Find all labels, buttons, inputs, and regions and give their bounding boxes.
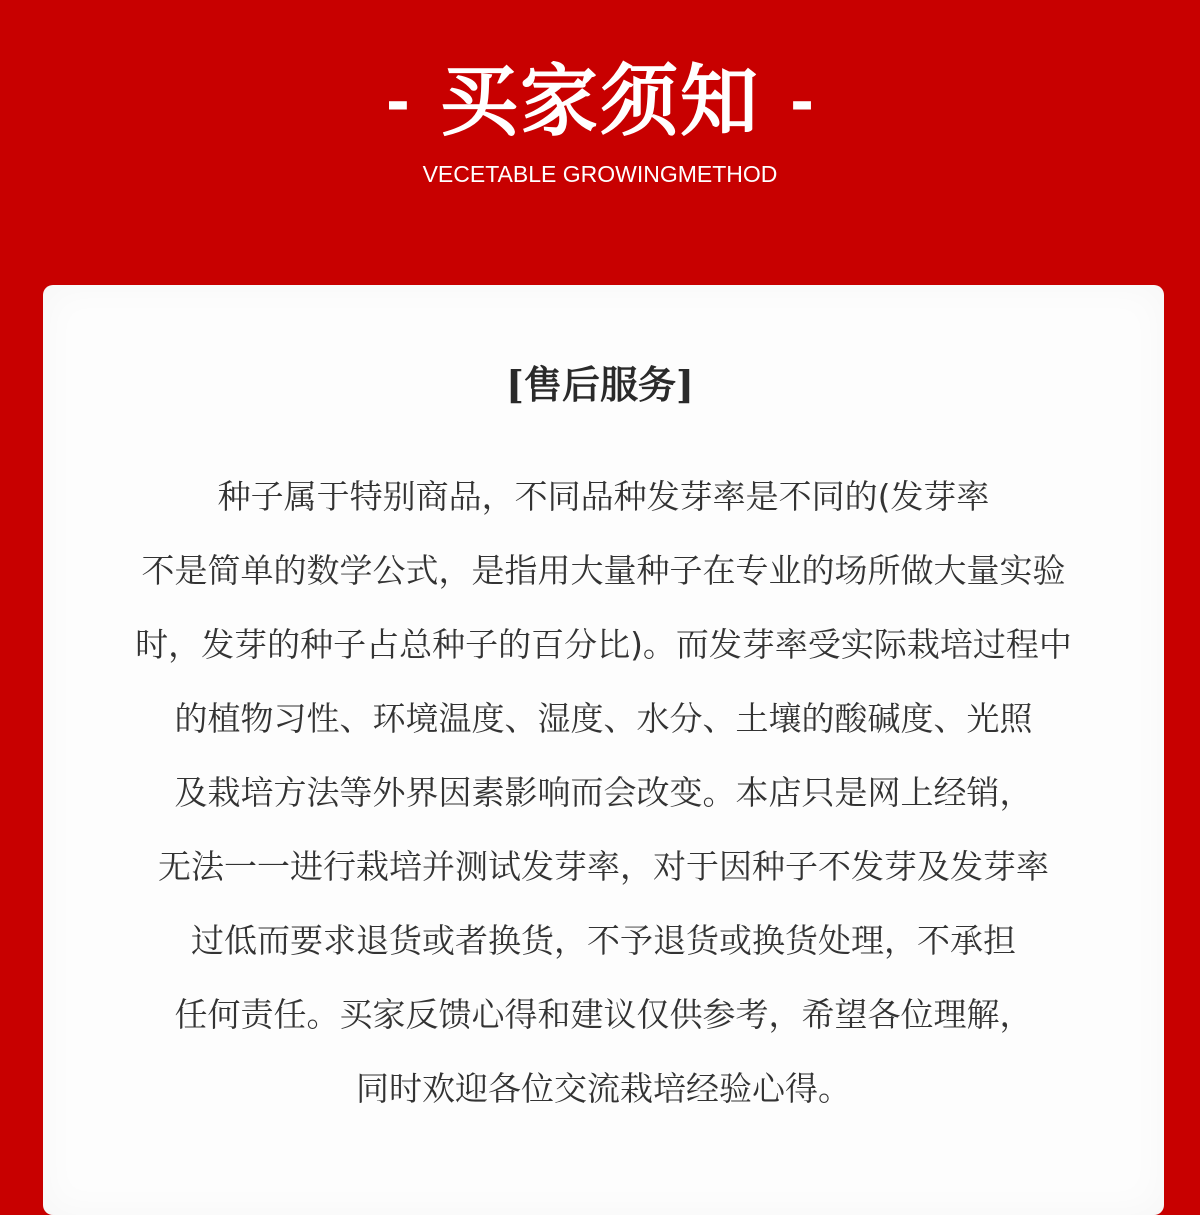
header-banner: [0, 0, 1200, 285]
body-line: 时，发芽的种子占总种子的百分比)。而发芽率受实际栽培过程中: [135, 625, 1072, 664]
title-dash-left: -: [385, 68, 410, 136]
body-line: 的植物习性、环境温度、湿度、水分、土壤的酸碱度、光照: [174, 699, 1033, 738]
title-dash-right: -: [790, 68, 815, 136]
body-line: 过低而要求退货或者换货，不予退货或换货处理，不承担: [191, 921, 1016, 960]
page-title: 买家须知: [439, 57, 760, 147]
body-line: 及栽培方法等外界因素影响而会改变。本店只是网上经销，: [174, 773, 1033, 812]
body-line: 不是简单的数学公式，是指用大量种子在专业的场所做大量实验: [141, 551, 1066, 590]
page-subtitle: VECETABLE GROWINGMETHOD: [422, 161, 778, 187]
title-row: [0, 52, 1200, 152]
body-line: 同时欢迎各位交流栽培经验心得。: [356, 1069, 851, 1108]
card-title: [售后服务]: [506, 362, 694, 407]
card-body: [43, 460, 1164, 1126]
body-line: 种子属于特别商品，不同品种发芽率是不同的(发芽率: [217, 477, 990, 516]
body-line: 无法一一进行栽培并测试发芽率，对于因种子不发芽及发芽率: [158, 847, 1049, 886]
body-line: 任何责任。买家反馈心得和建议仅供参考，希望各位理解，: [174, 995, 1033, 1034]
